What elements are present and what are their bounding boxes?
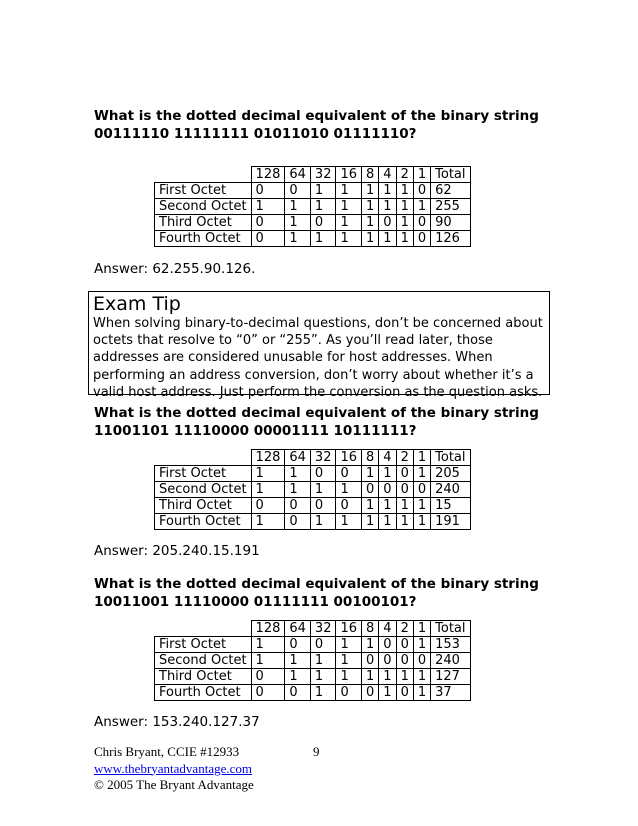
bit-cell: 1 [413, 199, 430, 215]
column-header: 8 [362, 450, 379, 466]
column-header: 32 [310, 167, 336, 183]
bit-cell: 0 [379, 653, 396, 669]
bit-cell: 1 [310, 482, 336, 498]
total-cell: 240 [431, 482, 470, 498]
column-header: 2 [396, 167, 413, 183]
question-line: 00111110 11111111 01011010 01111110? [94, 126, 417, 142]
row-label: First Octet [155, 637, 252, 653]
bit-cell: 1 [251, 637, 285, 653]
bit-cell: 1 [251, 482, 285, 498]
column-header: 128 [251, 167, 285, 183]
total-cell: 37 [431, 685, 470, 701]
exam-tip-title: Exam Tip [93, 293, 181, 315]
bit-cell: 1 [251, 466, 285, 482]
bit-cell: 1 [396, 231, 413, 247]
column-header: 32 [310, 450, 336, 466]
footer-copyright: © 2005 The Bryant Advantage [94, 777, 254, 792]
total-cell: 240 [431, 653, 470, 669]
table-row [155, 514, 471, 530]
bit-cell: 1 [336, 231, 362, 247]
bit-cell: 1 [251, 199, 285, 215]
column-header: 1 [413, 450, 430, 466]
bit-cell: 1 [362, 215, 379, 231]
row-label: Second Octet [155, 482, 252, 498]
bit-cell: 1 [285, 653, 311, 669]
total-cell: 153 [431, 637, 470, 653]
bit-cell: 0 [251, 183, 285, 199]
bit-cell: 1 [379, 685, 396, 701]
bit-cell: 0 [285, 637, 311, 653]
bit-cell: 1 [251, 653, 285, 669]
bit-cell: 0 [379, 482, 396, 498]
bit-cell: 0 [336, 466, 362, 482]
total-cell: 90 [431, 215, 470, 231]
bit-cell: 0 [285, 183, 311, 199]
column-header: 64 [285, 167, 311, 183]
footer-author: Chris Bryant, CCIE #12933 [94, 744, 240, 759]
bit-cell: 0 [285, 514, 311, 530]
bit-cell: 0 [362, 482, 379, 498]
exam-tip-line: performing an address conversion, don’t worry about whether it’s a [93, 367, 534, 383]
bit-cell: 1 [310, 653, 336, 669]
column-header: Total [431, 621, 470, 637]
question-line: 11001101 11110000 00001111 10111111? [94, 423, 417, 439]
total-cell: 62 [431, 183, 470, 199]
bit-cell: 0 [285, 498, 311, 514]
bit-cell: 1 [413, 669, 430, 685]
conversion-table-1 [154, 166, 471, 247]
question-3 [94, 575, 539, 611]
bit-cell: 1 [310, 669, 336, 685]
bit-cell: 1 [336, 669, 362, 685]
bit-cell: 1 [336, 482, 362, 498]
bit-cell: 0 [413, 482, 430, 498]
row-label: Third Octet [155, 498, 252, 514]
bit-cell: 1 [285, 215, 311, 231]
bit-cell: 0 [310, 466, 336, 482]
table-row [155, 466, 471, 482]
bit-cell: 1 [336, 215, 362, 231]
question-2 [94, 404, 539, 440]
bit-cell: 1 [362, 637, 379, 653]
bit-cell: 0 [396, 685, 413, 701]
bit-cell: 0 [396, 653, 413, 669]
bit-cell: 1 [336, 653, 362, 669]
bit-cell: 0 [396, 482, 413, 498]
bit-cell: 0 [413, 215, 430, 231]
bit-cell: 0 [251, 669, 285, 685]
row-label: Fourth Octet [155, 231, 252, 247]
bit-cell: 0 [251, 231, 285, 247]
row-label: Third Octet [155, 669, 252, 685]
column-header: 4 [379, 167, 396, 183]
question-line: What is the dotted decimal equivalent of the binary string [94, 108, 539, 124]
bit-cell: 0 [379, 637, 396, 653]
column-header: Total [431, 167, 470, 183]
bit-cell: 1 [310, 199, 336, 215]
total-cell: 15 [431, 498, 470, 514]
bit-cell: 1 [285, 482, 311, 498]
bit-cell: 0 [396, 637, 413, 653]
bit-cell: 1 [379, 183, 396, 199]
bit-cell: 0 [396, 466, 413, 482]
answer-1: Answer: 62.255.90.126. [94, 261, 256, 277]
bit-cell: 1 [362, 231, 379, 247]
bit-cell: 1 [413, 466, 430, 482]
total-cell: 205 [431, 466, 470, 482]
bit-cell: 1 [285, 231, 311, 247]
table-row [155, 231, 471, 247]
bit-cell: 1 [310, 514, 336, 530]
bit-cell: 1 [362, 514, 379, 530]
bit-cell: 0 [310, 637, 336, 653]
bit-cell: 1 [310, 183, 336, 199]
table-row [155, 199, 471, 215]
bit-cell: 1 [379, 498, 396, 514]
exam-tip-line: valid host address. Just perform the conversion as the question asks. [93, 384, 543, 400]
column-header: 128 [251, 621, 285, 637]
blank-cell [155, 621, 252, 637]
bit-cell: 1 [310, 685, 336, 701]
bit-cell: 0 [362, 653, 379, 669]
table-row [155, 215, 471, 231]
conversion-table-3 [154, 620, 471, 701]
bit-cell: 1 [336, 199, 362, 215]
bit-cell: 0 [251, 215, 285, 231]
bit-cell: 1 [396, 498, 413, 514]
bit-cell: 1 [362, 199, 379, 215]
table-row [155, 653, 471, 669]
blank-cell [155, 167, 252, 183]
bit-cell: 1 [285, 466, 311, 482]
bit-cell: 0 [310, 215, 336, 231]
bit-cell: 1 [379, 466, 396, 482]
bit-cell: 1 [396, 215, 413, 231]
column-header: 1 [413, 621, 430, 637]
total-cell: 191 [431, 514, 470, 530]
exam-tip-line: When solving binary-to-decimal questions, don’t be concerned about [93, 316, 543, 331]
bit-cell: 0 [336, 498, 362, 514]
bit-cell: 1 [251, 514, 285, 530]
column-header: 1 [413, 167, 430, 183]
row-label: Second Octet [155, 199, 252, 215]
column-header: 8 [362, 621, 379, 637]
bit-cell: 1 [362, 498, 379, 514]
footer-website-link[interactable]: www.thebryantadvantage.com [94, 760, 252, 776]
row-label: Fourth Octet [155, 685, 252, 701]
table-row [155, 669, 471, 685]
bit-cell: 1 [362, 669, 379, 685]
column-header: 32 [310, 621, 336, 637]
bit-cell: 1 [379, 199, 396, 215]
bit-cell: 1 [413, 685, 430, 701]
bit-cell: 1 [396, 199, 413, 215]
row-label: Third Octet [155, 215, 252, 231]
bit-cell: 1 [396, 669, 413, 685]
column-header: 8 [362, 167, 379, 183]
total-cell: 126 [431, 231, 470, 247]
bit-cell: 1 [396, 514, 413, 530]
bit-cell: 1 [379, 669, 396, 685]
column-header: 16 [336, 450, 362, 466]
question-line: What is the dotted decimal equivalent of the binary string [94, 405, 539, 421]
conversion-table-2 [154, 449, 471, 530]
table-row [155, 637, 471, 653]
header-row [155, 621, 471, 637]
column-header: 64 [285, 621, 311, 637]
table-row [155, 183, 471, 199]
bit-cell: 1 [336, 183, 362, 199]
bit-cell: 1 [285, 199, 311, 215]
page-number: 9 [313, 744, 320, 759]
bit-cell: 0 [413, 183, 430, 199]
column-header: 16 [336, 167, 362, 183]
row-label: Fourth Octet [155, 514, 252, 530]
bit-cell: 0 [413, 653, 430, 669]
question-line: 10011001 11110000 01111111 00100101? [94, 594, 417, 610]
bit-cell: 1 [413, 498, 430, 514]
column-header: Total [431, 450, 470, 466]
question-1 [94, 107, 539, 143]
bit-cell: 0 [336, 685, 362, 701]
bit-cell: 1 [336, 514, 362, 530]
table-row [155, 498, 471, 514]
bit-cell: 0 [310, 498, 336, 514]
row-label: First Octet [155, 466, 252, 482]
exam-tip-line: addresses are considered unusable for host addresses. When [93, 350, 493, 366]
column-header: 4 [379, 450, 396, 466]
bit-cell: 0 [379, 215, 396, 231]
exam-tip-line: octets that resolve to “0” or “255”. As you’ll read later, those [93, 333, 493, 349]
answer-2: Answer: 205.240.15.191 [94, 543, 260, 559]
column-header: 64 [285, 450, 311, 466]
page-footer [94, 744, 254, 794]
answer-3: Answer: 153.240.127.37 [94, 714, 260, 730]
bit-cell: 1 [362, 183, 379, 199]
column-header: 2 [396, 621, 413, 637]
bit-cell: 1 [379, 231, 396, 247]
table-row [155, 685, 471, 701]
table-row [155, 482, 471, 498]
column-header: 128 [251, 450, 285, 466]
row-label: Second Octet [155, 653, 252, 669]
question-line: What is the dotted decimal equivalent of the binary string [94, 576, 539, 592]
total-cell: 127 [431, 669, 470, 685]
row-label: First Octet [155, 183, 252, 199]
bit-cell: 0 [413, 231, 430, 247]
bit-cell: 0 [251, 498, 285, 514]
total-cell: 255 [431, 199, 470, 215]
bit-cell: 1 [336, 637, 362, 653]
bit-cell: 0 [285, 685, 311, 701]
bit-cell: 1 [362, 466, 379, 482]
header-row [155, 450, 471, 466]
bit-cell: 1 [379, 514, 396, 530]
column-header: 4 [379, 621, 396, 637]
bit-cell: 1 [413, 514, 430, 530]
bit-cell: 0 [251, 685, 285, 701]
blank-cell [155, 450, 252, 466]
bit-cell: 1 [310, 231, 336, 247]
exam-tip-box [88, 291, 550, 400]
header-row [155, 167, 471, 183]
bit-cell: 0 [362, 685, 379, 701]
column-header: 2 [396, 450, 413, 466]
column-header: 16 [336, 621, 362, 637]
bit-cell: 1 [396, 183, 413, 199]
bit-cell: 1 [413, 637, 430, 653]
bit-cell: 1 [285, 669, 311, 685]
